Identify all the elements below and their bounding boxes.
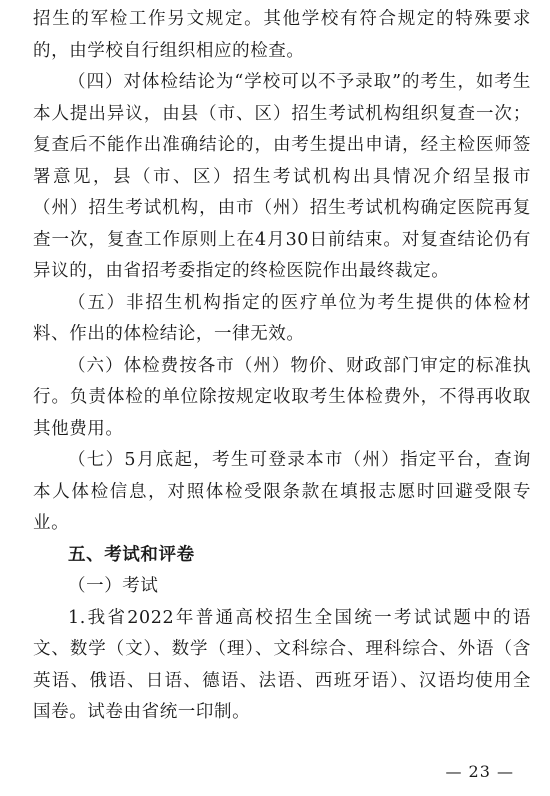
page-number: — 23 — [445,762,514,781]
document-body [33,4,531,729]
subsection-heading-exam: （一）考试 [68,576,159,596]
section-heading-exam-and-grading: 五、考试和评卷 [68,544,195,565]
paragraph-exam-papers: 1.我省2022年普通高校招生全国统一考试试题中的语文、数学（文）、数学（理）、文科综合、理科综合、外语（含英语、俄语、日语、德语、法语、西班牙语）、汉语均使用全国卷。试卷由省统一印制。 [33,607,531,722]
paragraph-item-six: （六）体检费按各市（州）物价、财政部门审定的标准执行。负责体检的单位除按规定收取考生体检费外，不得再收取其他费用。 [33,355,531,439]
paragraph-military-exam: 招生的军检工作另文规定。其他学校有符合规定的特殊要求的，由学校自行组织相应的检查。 [33,9,531,61]
paragraph-item-four: （四）对体检结论为“学校可以不予录取”的考生，如考生本人提出异议，由县（市、区）招生考试机构组织复查一次；复查后不能作出准确结论的，由考生提出申请，经主检医师签署意见，县（市、区）招生考试机构出具情况介绍呈报市（州）招生考试机构，由市（州）招生考试机构确定医院再复查一次，复查工作原则上在4月30日前结束。对复查结论仍有异议的，由省招考委指定的终检医院作出最终裁定。 [33,72,531,281]
paragraph-item-five: （五）非招生机构指定的医疗单位为考生提供的体检材料、作出的体检结论，一律无效。 [33,292,531,344]
paragraph-item-seven: （七）5月底起，考生可登录本市（州）指定平台，查询本人体检信息，对照体检受限条款在填报志愿时回避受限专业。 [33,450,531,533]
